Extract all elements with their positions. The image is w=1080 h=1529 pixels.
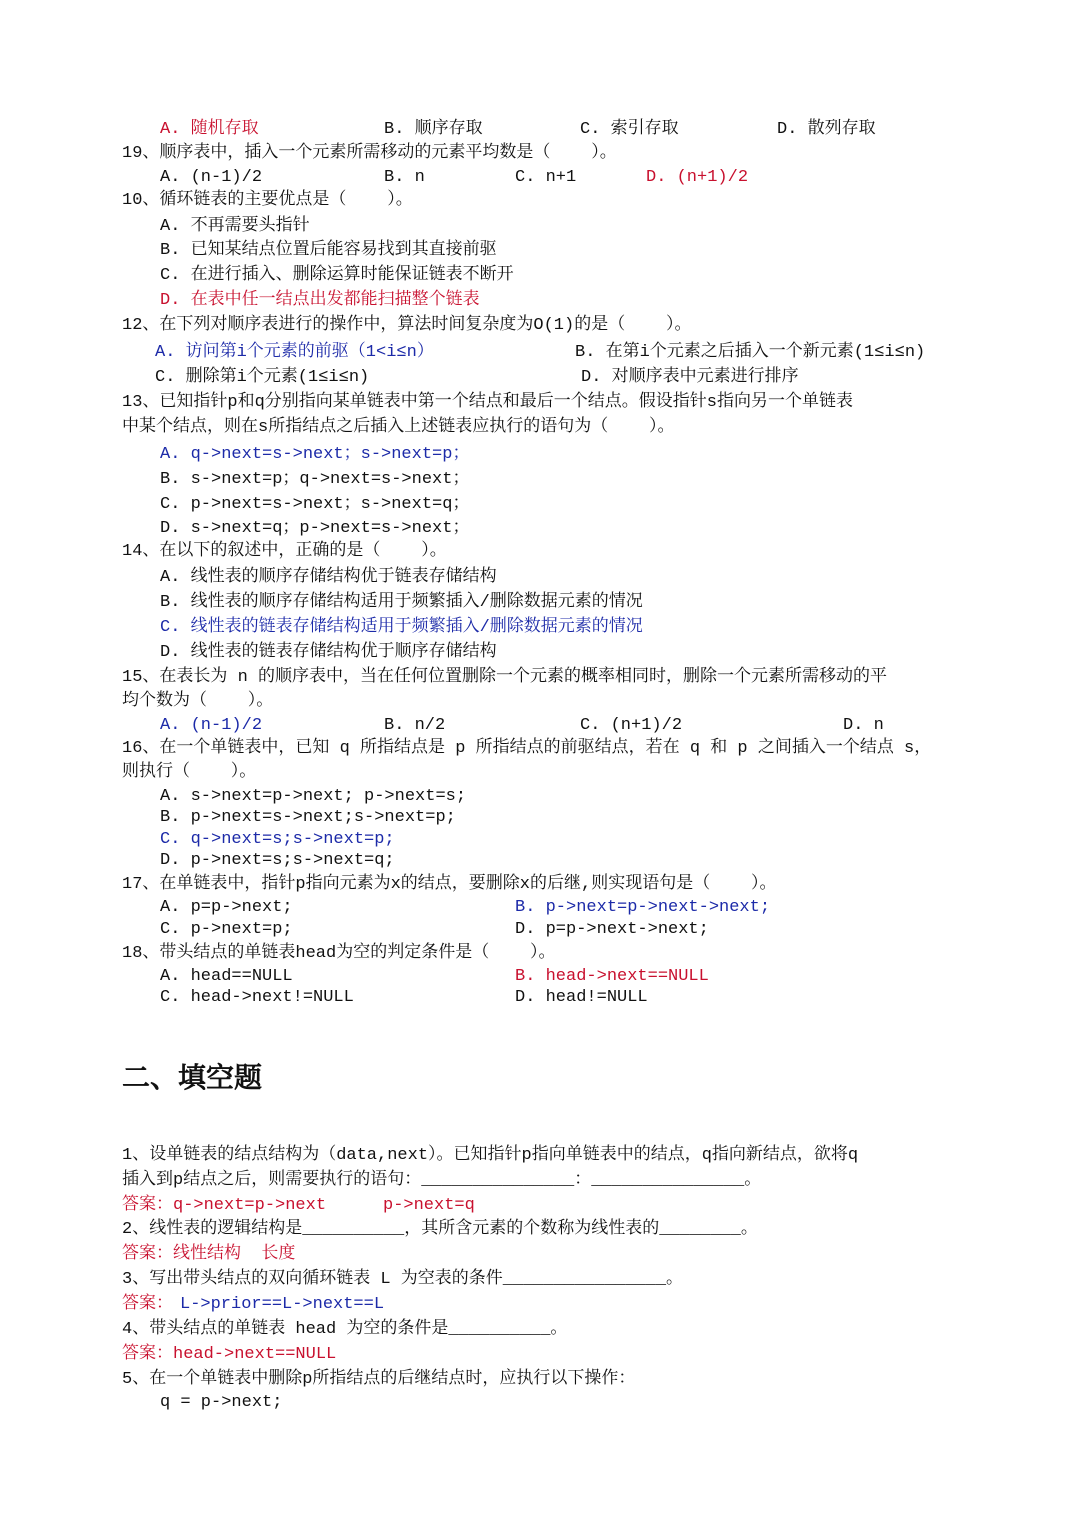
answer-text: B. p->next=p->next->next; (515, 898, 771, 917)
text-line: 10、循环链表的主要优点是（ ）。 (122, 191, 413, 210)
text-line: D. p=p->next->next; (515, 920, 709, 939)
answer-text: D. (n+1)/2 (646, 168, 749, 187)
text-line: B. 在第i个元素之后插入一个新元素(1≤i≤n) (575, 343, 926, 362)
text-line: 4、带头结点的单链表 head 为空的条件是__________。 (122, 1320, 568, 1339)
text-line: A. (n-1)/2 (160, 168, 263, 187)
text-line: A. 不再需要头指针 (160, 217, 310, 236)
text-line: B. s->next=p；q->next=s->next； (160, 470, 470, 489)
text-line: D. 对顺序表中元素进行排序 (581, 368, 799, 387)
answer-text: A. (n-1)/2 (160, 716, 263, 735)
text-line: 插入到p结点之后，则需要执行的语句：_______________：_______________。 (122, 1171, 762, 1190)
section-heading: 二、填空题 (122, 1061, 263, 1094)
text-line: 2、线性表的逻辑结构是__________，其所含元素的个数称为线性表的________。 (122, 1220, 758, 1239)
text-line: A. head==NULL (160, 967, 293, 986)
answer-text: 答案：q->next=p->next (122, 1196, 327, 1215)
text-line: 则执行（ ）。 (122, 763, 257, 782)
text-line: 16、在一个单链表中，已知 q 所指结点是 p 所指结点的前驱结点，若在 q 和 p 之间插入一个结点 s， (122, 739, 932, 758)
text-line: 12、在下列对顺序表进行的操作中，算法时间复杂度为O(1)的是（ ）。 (122, 316, 692, 335)
text-line: 1、设单链表的结点结构为（data,next）。已知指针p指向单链表中的结点，q指向新结点，欲将q (122, 1146, 859, 1165)
text-line: C. p->next=p; (160, 920, 293, 939)
text-line: D. head!=NULL (515, 988, 648, 1007)
answer-text: A. 访问第i个元素的前驱（1<i≤n） (155, 343, 434, 362)
text-line: 均个数为（ ）。 (122, 692, 274, 711)
answer-text: L->prior==L->next==L (180, 1295, 385, 1314)
answer-text: A. 随机存取 (160, 120, 259, 139)
text-line: B. n/2 (384, 716, 446, 735)
answer-text: C. 线性表的链表存储结构适用于频繁插入/删除数据元素的情况 (160, 618, 643, 637)
text-line: A. s->next=p->next; p->next=s; (160, 787, 467, 806)
text-line: B. 线性表的顺序存储结构适用于频繁插入/删除数据元素的情况 (160, 593, 643, 612)
text-line: D. n (843, 716, 884, 735)
answer-text: A. q->next=s->next；s->next=p； (160, 445, 470, 464)
text-line: D. 线性表的链表存储结构优于顺序存储结构 (160, 643, 497, 662)
text-line: 18、带头结点的单链表head为空的判定条件是（ ）。 (122, 944, 556, 963)
answer-text: 答案：线性结构 长度 (122, 1245, 296, 1264)
text-line: C. head->next!=NULL (160, 988, 354, 1007)
text-line: 14、在以下的叙述中，正确的是（ ）。 (122, 542, 447, 561)
text-line: D. p->next=s;s->next=q; (160, 851, 395, 870)
answer-text: p->next=q (383, 1196, 475, 1215)
text-line: D. 散列存取 (777, 120, 876, 139)
answer-text: 答案： (122, 1295, 173, 1314)
text-line: B. p->next=s->next;s->next=p; (160, 808, 456, 827)
text-line: 中某个结点，则在s所指结点之后插入上述链表应执行的语句为（ ）。 (122, 418, 675, 437)
text-line: 5、在一个单链表中删除p所指结点的后继结点时，应执行以下操作： (122, 1370, 636, 1389)
text-line: A. 线性表的顺序存储结构优于链表存储结构 (160, 568, 497, 587)
text-line: C. 索引存取 (580, 120, 679, 139)
text-line: D. s->next=q；p->next=s->next； (160, 519, 470, 538)
text-line: 13、已知指针p和q分别指向某单链表中第一个结点和最后一个结点。假设指针s指向另一个单链表 (122, 393, 854, 412)
text-line: C. 在进行插入、删除运算时能保证链表不断开 (160, 266, 514, 285)
answer-text: C. q->next=s;s->next=p; (160, 830, 395, 849)
text-line: B. 顺序存取 (384, 120, 483, 139)
answer-text: 答案：head->next==NULL (122, 1345, 337, 1364)
text-line: q = p->next; (160, 1393, 283, 1412)
text-line: A. p=p->next; (160, 898, 293, 917)
text-line: C. (n+1)/2 (580, 716, 683, 735)
text-line: 19、顺序表中，插入一个元素所需移动的元素平均数是（ ）。 (122, 144, 617, 163)
answer-text: D. 在表中任一结点出发都能扫描整个链表 (160, 291, 480, 310)
text-line: C. n+1 (515, 168, 577, 187)
text-line: B. 已知某结点位置后能容易找到其直接前驱 (160, 241, 497, 260)
text-line: C. 删除第i个元素(1≤i≤n) (155, 368, 370, 387)
answer-text: B. head->next==NULL (515, 967, 709, 986)
text-line: 3、写出带头结点的双向循环链表 L 为空表的条件________________。 (122, 1270, 684, 1289)
text-line: 15、在表长为 n 的顺序表中，当在任何位置删除一个元素的概率相同时，删除一个元素所需移动的平 (122, 668, 888, 687)
text-line: B. n (384, 168, 425, 187)
text-line: C. p->next=s->next；s->next=q； (160, 495, 470, 514)
text-line: 17、在单链表中，指针p指向元素为x的结点，要删除x的后继,则实现语句是（ ）。 (122, 875, 777, 894)
